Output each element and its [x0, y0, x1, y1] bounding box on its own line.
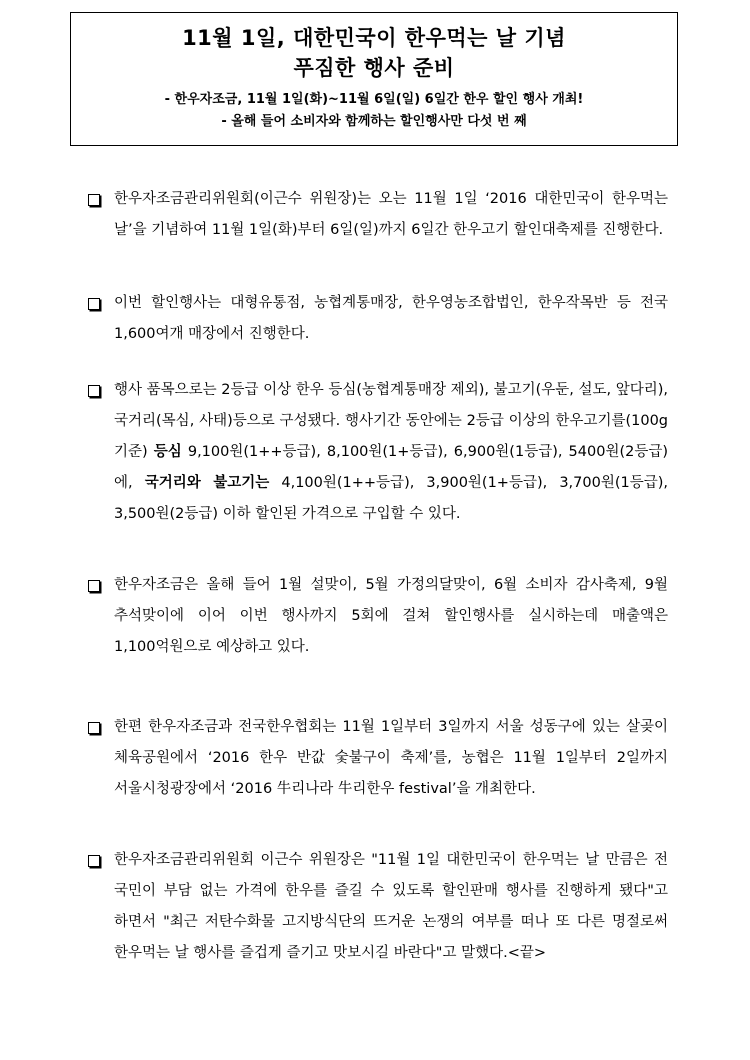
paragraph-text: 한우자조금은 올해 들어 1월 설맞이, 5월 가정의달맞이, 6월 소비자 감사축제, 9월 추석맞이에 이어 이번 행사까지 5회에 걸쳐 할인행사를 실시하는데 매출액은 1,100억원으로 예상하고 있다.: [114, 577, 668, 655]
page-title-line-1: 11월 1일, 대한민국이 한우먹는 날 기념: [182, 26, 566, 50]
paragraph-text: 한우자조금관리위원회 이근수 위원장은 "11월 1일 대한민국이 한우먹는 날 만큼은 전 국민이 부담 없는 가격에 한우를 즐길 수 있도록 할인판매 행사를 진행하게 됐다"고 하면서 "최근 저탄수화물 고지방식단의 뜨거운 논쟁의 여부를 떠나 또 다른 명절로써 한우먹는 날 행사를 즐겁게 즐기고 맛보시길 바란다"고 말했다.<끝>: [114, 852, 668, 961]
paragraph-1: [88, 184, 668, 246]
paragraph-3: [88, 375, 668, 530]
paragraph-text: 한우자조금관리위원회(이근수 위원장)는 오는 11월 1일 ‘2016 대한민국이 한우먹는 날’을 기념하여 11월 1일(화)부터 6일(일)까지 6일간 한우고기 할인대축제를 진행한다.: [114, 191, 668, 238]
bold-text-soup-bulgogi: 국거리와 불고기는: [144, 475, 270, 491]
title-box: [70, 12, 678, 146]
page-title-line-2: 푸짐한 행사 준비: [293, 56, 455, 80]
square-bullet-icon: [88, 580, 100, 592]
square-bullet-icon: [88, 194, 100, 206]
paragraph-5: [88, 712, 668, 805]
paragraph-4: [88, 570, 668, 663]
bold-text-sirloin: 등심: [153, 444, 182, 460]
subtitle-line-2: - 올해 들어 소비자와 함께하는 할인행사만 다섯 번 째: [221, 114, 527, 129]
paragraph-2: [88, 288, 668, 350]
paragraph-text: [114, 375, 668, 530]
paragraph-text: 한편 한우자조금과 전국한우협회는 11월 1일부터 3일까지 서울 성동구에 있는 살곶이 체육공원에서 ‘2016 한우 반값 숯불구이 축제’를, 농협은 11월 1일부터 2일까지 서울시청광장에서 ‘2016 牛리나라 牛리한우 festival’을 개최한다.: [114, 719, 668, 797]
square-bullet-icon: [88, 298, 100, 310]
subtitle-line-1: - 한우자조금, 11월 1일(화)~11월 6일(일) 6일간 한우 할인 행사 개최!: [164, 92, 584, 107]
square-bullet-icon: [88, 855, 100, 867]
text-run: 행사 품목으로는 2등급 이상 한우 등심(농협계통매장 제외), 불고기(우둔, 설도, 앞다리), 국거리(목심, 사태)등으로 구성됐다. 행사기간 동안에는 2등급 이상의 한우고기를(100g 기준): [114, 382, 669, 460]
text-run: 4,100원(1++등급), 3,900원(1+등급), 3,700원(1등급), 3,500원(2등급) 이하 할인된 가격으로 구입할 수 있다.: [114, 475, 668, 522]
paragraph-text: 이번 할인행사는 대형유통점, 농협계통매장, 한우영농조합법인, 한우작목반 등 전국 1,600여개 매장에서 진행한다.: [114, 295, 668, 342]
paragraph-6: [88, 845, 668, 969]
square-bullet-icon: [88, 385, 100, 397]
square-bullet-icon: [88, 722, 100, 734]
text-run: 9,100원(1++등급), 8,100원(1+등급), 6,900원(1등급), 5400원(2등급)에,: [114, 444, 669, 491]
